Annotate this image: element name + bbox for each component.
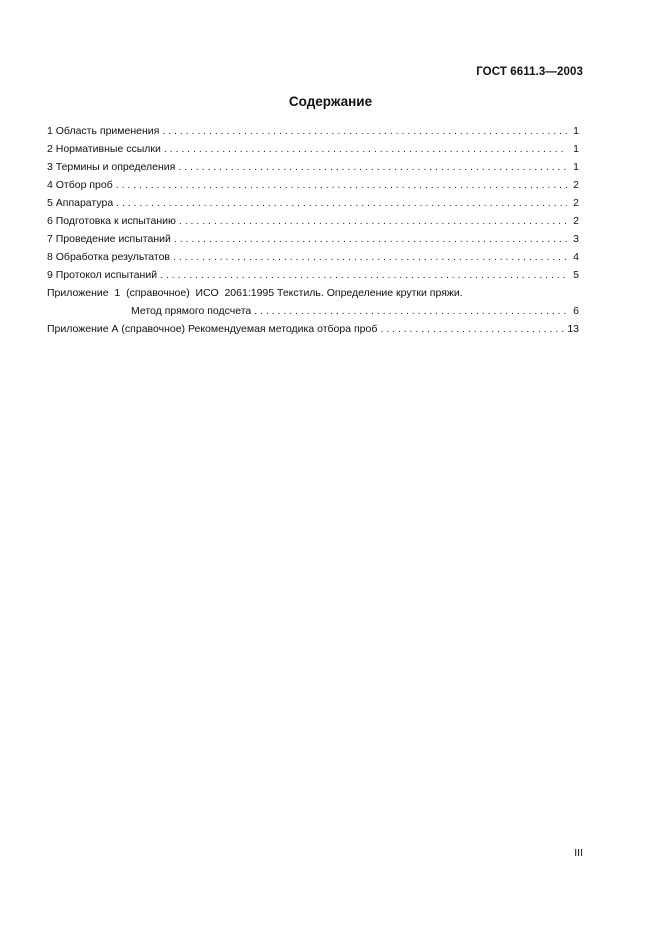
- toc-entry-label: 5 Аппаратура: [47, 197, 114, 209]
- toc-entry-page: 13: [567, 323, 579, 335]
- toc-entry-normative-references[interactable]: [47, 140, 579, 158]
- toc-leader-dots: [377, 320, 567, 338]
- toc-entry-scope[interactable]: [47, 122, 579, 140]
- page-number: III: [574, 847, 583, 859]
- toc-entry-label: 6 Подготовка к испытанию: [47, 215, 176, 227]
- toc-entry-label: Приложение А (справочное) Рекомендуемая методика отбора проб: [47, 323, 378, 335]
- toc-leader-dots: [157, 266, 567, 284]
- toc-entry-label: 3 Термины и определения: [47, 161, 176, 173]
- toc-leader-dots: [113, 176, 567, 194]
- toc-entry-page: 2: [573, 179, 579, 191]
- toc-entry-sampling[interactable]: [47, 176, 579, 194]
- toc-entry-page: 2: [573, 215, 579, 227]
- toc-entry-preparation[interactable]: [47, 212, 579, 230]
- toc-leader-dots: [159, 122, 567, 140]
- toc-entry-test-report[interactable]: [47, 266, 579, 284]
- toc-entry-page: 2: [573, 197, 579, 209]
- table-of-contents: [47, 122, 579, 338]
- toc-leader-dots: [176, 212, 567, 230]
- toc-leader-dots: [170, 248, 567, 266]
- toc-entry-apparatus[interactable]: [47, 194, 579, 212]
- toc-entry-testing[interactable]: [47, 230, 579, 248]
- toc-entry-page: 5: [573, 269, 579, 281]
- toc-leader-dots: [251, 302, 567, 320]
- toc-entry-results-processing[interactable]: [47, 248, 579, 266]
- toc-entry-page: 3: [573, 233, 579, 245]
- toc-entry-label: 2 Нормативные ссылки: [47, 143, 161, 155]
- toc-entry-terms-definitions[interactable]: [47, 158, 579, 176]
- toc-entry-label: 9 Протокол испытаний: [47, 269, 158, 281]
- toc-entry-appendix-1-title[interactable]: [47, 284, 579, 302]
- toc-entry-page: 1: [573, 125, 579, 137]
- toc-entry-label: 8 Обработка результатов: [47, 251, 170, 263]
- toc-entry-label: 4 Отбор проб: [47, 179, 113, 191]
- toc-entry-label: Приложение 1 (справочное) ИСО 2061:1995 Текстиль. Определение крутки пряжи.: [47, 287, 463, 299]
- toc-entry-page: 1: [573, 143, 579, 155]
- toc-entry-appendix-1-continuation[interactable]: [47, 302, 579, 320]
- document-code: ГОСТ 6611.3—2003: [476, 66, 583, 78]
- toc-leader-dots: [175, 158, 567, 176]
- toc-entry-page: 4: [573, 251, 579, 263]
- toc-leader-dots: [113, 194, 567, 212]
- toc-entry-label: 7 Проведение испытаний: [47, 233, 171, 245]
- toc-leader-dots: [171, 230, 567, 248]
- toc-entry-appendix-a[interactable]: [47, 320, 579, 338]
- toc-entry-page: 6: [573, 305, 579, 317]
- toc-entry-label: Метод прямого подсчета: [131, 305, 252, 317]
- toc-leader-dots: [161, 140, 567, 158]
- toc-entry-page: 1: [573, 161, 579, 173]
- page-title: Содержание: [288, 94, 373, 109]
- toc-entry-label: 1 Область применения: [47, 125, 160, 137]
